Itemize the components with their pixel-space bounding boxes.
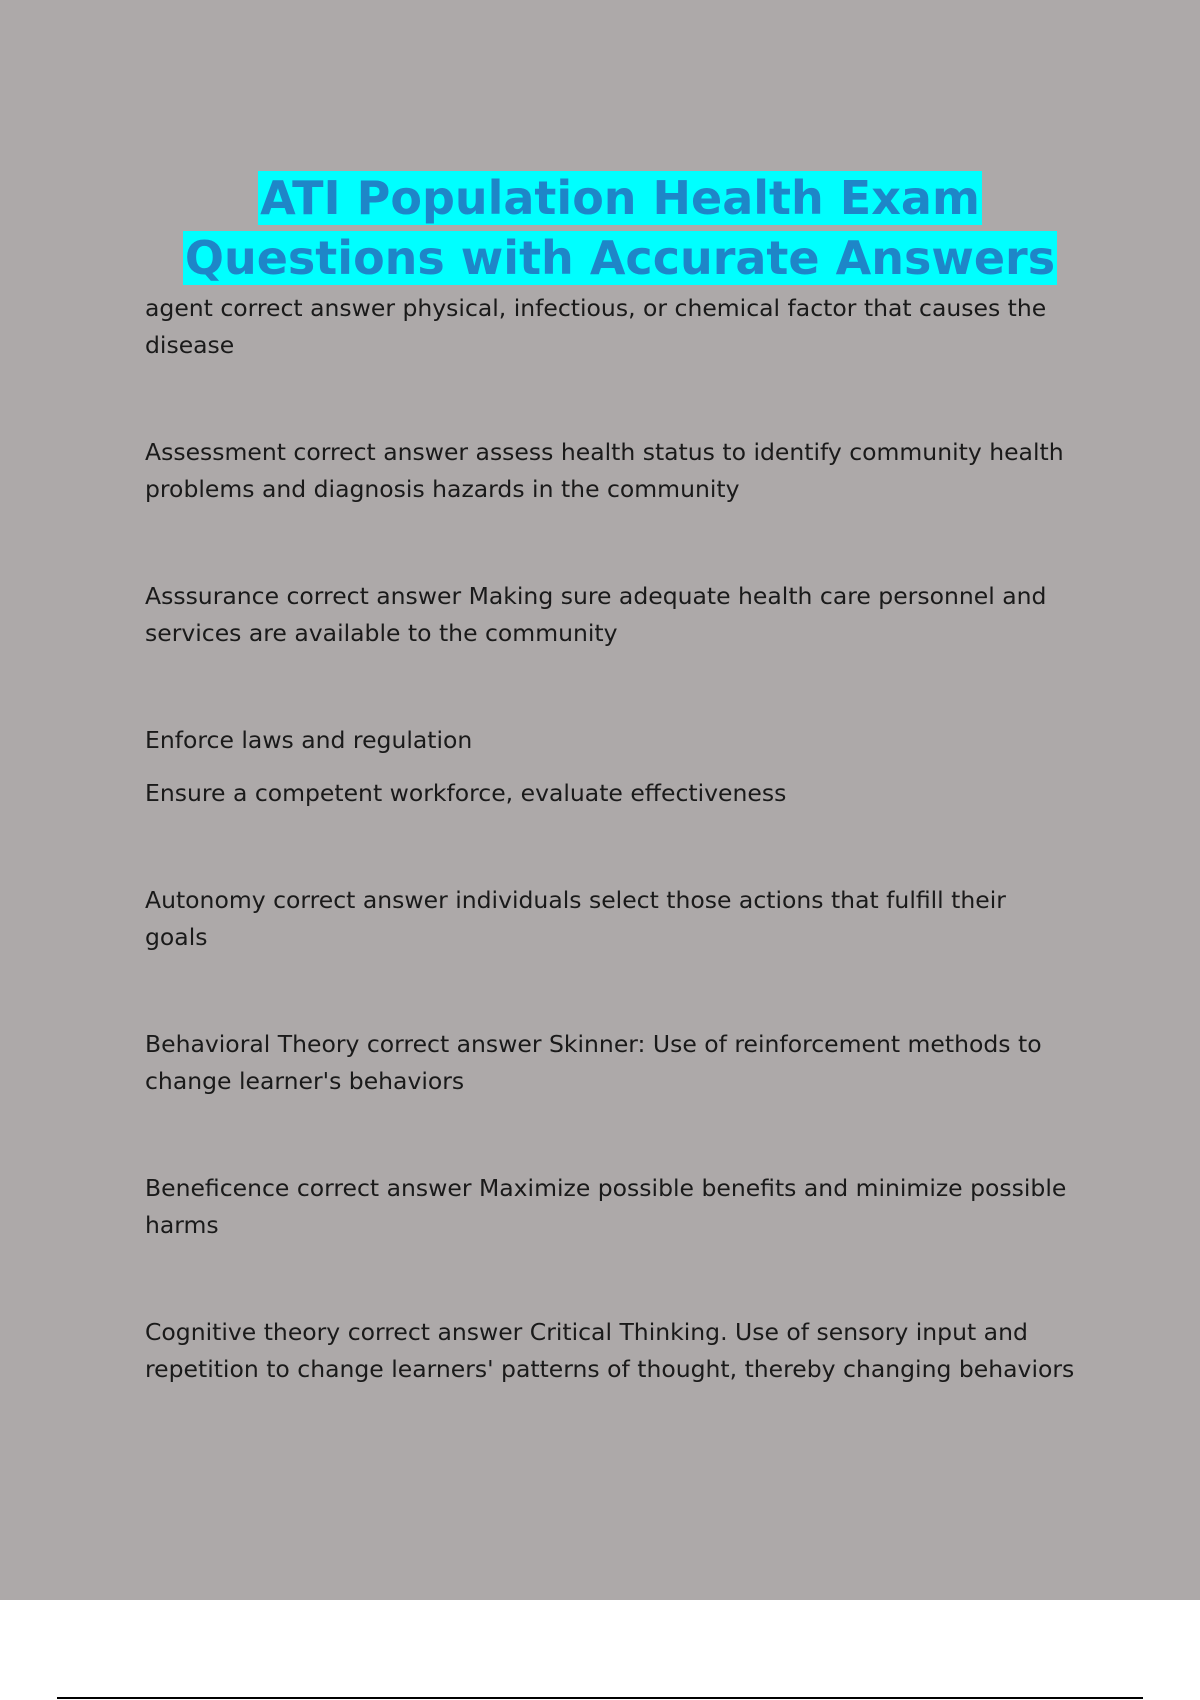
qa-entry-beneficence: Beneficence correct answer Maximize possible benefits and minimize possible harms bbox=[145, 1174, 1067, 1239]
qa-list bbox=[145, 290, 1075, 1458]
qa-entry-enforce-laws: Enforce laws and regulation bbox=[145, 726, 473, 754]
qa-entry-agent: agent correct answer physical, infectious, or chemical factor that causes the disease bbox=[145, 294, 1047, 359]
footer-divider bbox=[57, 1697, 1143, 1699]
page-title bbox=[0, 168, 1200, 288]
title-line-1: ATI Population Health Exam bbox=[260, 171, 980, 225]
qa-entry-cognitive-theory: Cognitive theory correct answer Critical Thinking. Use of sensory input and repetition to change learners' patterns of thought, thereby changing behaviors bbox=[145, 1318, 1075, 1383]
qa-entry-ensure-workforce: Ensure a competent workforce, evaluate effectiveness bbox=[145, 779, 787, 807]
qa-entry-assessment: Assessment correct answer assess health status to identify community health problems and diagnosis hazards in the community bbox=[145, 438, 1064, 503]
title-line-2: Questions with Accurate Answers bbox=[184, 231, 1056, 285]
qa-entry-autonomy: Autonomy correct answer individuals select those actions that fulfill their goals bbox=[145, 886, 1006, 951]
qa-entry-assurance: Asssurance correct answer Making sure adequate health care personnel and services are available to the community bbox=[145, 582, 1047, 647]
qa-entry-behavioral-theory: Behavioral Theory correct answer Skinner: Use of reinforcement methods to change learner's behaviors bbox=[145, 1030, 1042, 1095]
